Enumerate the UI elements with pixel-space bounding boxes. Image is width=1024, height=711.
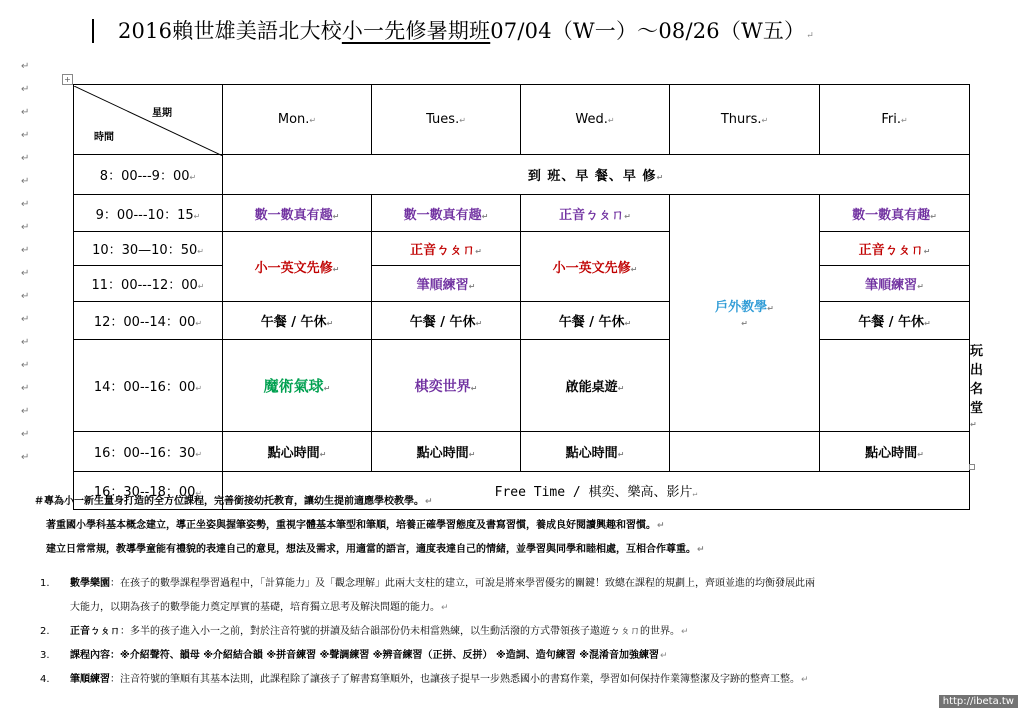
paragraph-mark: ↵ (21, 429, 30, 440)
paragraph-mark: ↵ (21, 268, 30, 279)
phonics-cell-wed: 正音ㄅㄆㄇ↵ (521, 195, 670, 232)
paragraph-mark: ↵ (21, 360, 30, 371)
paragraph-mark: ↵ (21, 153, 30, 164)
snack-cell-fri: 點心時間↵ (820, 432, 970, 472)
magic-cell-mon: 魔術氣球↵ (223, 340, 372, 432)
intro-line: ＃專為小一新生量身打造的全方位課程，完善銜接幼托教育，讓幼生提前適應學校教學。↵ (34, 496, 433, 507)
snack-cell-tue: 點心時間↵ (372, 432, 521, 472)
paragraph-mark: ↵ (21, 314, 30, 325)
text-cursor (92, 19, 94, 43)
time-cell: 12：00--14：00↵ (74, 302, 223, 340)
intro-line: 著重國小學科基本概念建立，導正坐姿與握筆姿勢，重視字體基本筆型和筆順，培養正確學習態度及書寫習慣，養成良好閱讀興趣和習慣。↵ (46, 520, 665, 531)
table-resize-handle[interactable] (969, 464, 975, 470)
snack-cell-wed: 點心時間↵ (521, 432, 670, 472)
paragraph-mark: ↵ (21, 337, 30, 348)
games-cell-wed: 啟能桌遊↵ (521, 340, 670, 432)
corner-week-label: 星期 (152, 107, 172, 119)
math-cell-tue: 數一數真有趣↵ (372, 195, 521, 232)
paragraph-mark: ↵ (21, 84, 30, 95)
lunch-cell-tue: 午餐 / 午休↵ (372, 302, 521, 340)
time-cell: 9：00---10：15↵ (74, 195, 223, 232)
day-header-mon: Mon.↵ (223, 85, 372, 155)
list-item-continuation: 大能力，以期為孩子的數學能力奠定厚實的基礎，培育獨立思考及解決問題的能力。↵ (70, 602, 449, 613)
time-cell: 8：00---9：00↵ (74, 155, 223, 195)
day-header-wed: Wed.↵ (521, 85, 670, 155)
stroke-cell-tue: 筆順練習↵ (372, 266, 521, 302)
phonics-cell-tue: 正音ㄅㄆㄇ↵ (372, 232, 521, 266)
title-underlined: 小一先修暑期班 (341, 19, 491, 43)
list-item: 1. 數學樂園：在孩子的數學課程學習過程中，「計算能力」及「觀念理解」此兩大支柱的建立，可說是將來學習優劣的關鍵！致總在課程的規劃上，齊頭並進的均衡發展此兩 (40, 578, 815, 589)
table-row: 14：00--16：00↵ 魔術氣球↵ 棋奕世界↵ 啟能桌遊↵ 玩出名堂↵ (74, 340, 970, 432)
table-row (74, 155, 970, 195)
arrival-cell: 到 班、早 餐、早 修↵ (223, 155, 970, 195)
lunch-cell-wed: 午餐 / 午休↵ (521, 302, 670, 340)
list-item: 3. 課程內容：※介紹聲符、韻母 ※介紹結合韻 ※拼音練習 ※聲調練習 ※辨音練習（正拼、反拼） ※造詞、造句練習 ※混淆音加強練習↵ (40, 650, 668, 661)
table-row (74, 232, 970, 266)
stroke-cell-fri: 筆順練習↵ (820, 266, 970, 302)
table-move-handle-icon[interactable]: + (62, 74, 73, 85)
paragraph-mark: ↵ (21, 176, 30, 187)
math-cell-mon: 數一數真有趣↵ (223, 195, 372, 232)
table-row (74, 432, 970, 472)
outdoor-cell-thu: 戶外教學↵ ↵ (670, 195, 820, 432)
paragraph-mark: ↵ (21, 383, 30, 394)
corner-cell (74, 85, 223, 155)
corner-time-label: 時間 (94, 131, 114, 143)
paragraph-mark: ↵ (21, 222, 30, 233)
chess-cell-tue: 棋奕世界↵ (372, 340, 521, 432)
paragraph-mark: ↵ (21, 245, 30, 256)
english-cell-mon: 小一英文先修↵ (223, 232, 372, 302)
header-row (74, 85, 970, 155)
empty-cell-thu (820, 340, 970, 432)
diagonal-line (74, 86, 223, 156)
lunch-cell-mon: 午餐 / 午休↵ (223, 302, 372, 340)
list-item: 2. 正音ㄅㄆㄇ：多半的孩子進入小一之前，對於注音符號的拼讀及結合韻部份仍未相當熟練，以生動活潑的方式帶領孩子遨遊ㄅㄆㄇ的世界。↵ (40, 626, 689, 637)
source-watermark: http://ibeta.tw (939, 695, 1018, 708)
course-items-list (40, 572, 1020, 692)
schedule-table (73, 84, 984, 510)
time-cell: 16：30--18：00↵ (74, 472, 223, 510)
list-item: 4. 筆順練習：注音符號的筆順有其基本法則，此課程除了讓孩子了解書寫筆順外，也讓孩子提早一步熟悉國小的書寫作業，學習如何保持作業簿整潔及字跡的整齊工整。↵ (40, 674, 809, 685)
math-cell-fri: 數一數真有趣↵ (820, 195, 970, 232)
day-header-thu: Thurs.↵ (670, 85, 820, 155)
time-cell: 16：00--16：30↵ (74, 432, 223, 472)
time-cell: 11：00---12：00↵ (74, 266, 223, 302)
free-time-cell: Free Time / 棋奕、樂高、影片↵ (223, 472, 970, 510)
table-row (74, 195, 970, 232)
time-cell: 10：30—10：50↵ (74, 232, 223, 266)
return-mark: ↵ (806, 31, 815, 41)
paragraph-mark: ↵ (21, 107, 30, 118)
paragraph-mark: ↵ (21, 130, 30, 141)
intro-line: 建立日常常規，教導學童能有禮貌的表達自己的意見，想法及需求，用適當的語言，適度表達自己的情緒，並學習與同學和睦相處，互相合作尊重。↵ (46, 544, 705, 555)
paragraph-mark: ↵ (21, 199, 30, 210)
title-dates: 07/04（W一）～08/26（W五） (490, 19, 806, 43)
snack-cell-mon: 點心時間↵ (223, 432, 372, 472)
table-row (74, 302, 970, 340)
time-cell: 14：00--16：00↵ (74, 340, 223, 432)
paragraph-mark: ↵ (21, 406, 30, 417)
phonics-cell-fri: 正音ㄅㄆㄇ↵ (820, 232, 970, 266)
day-header-tue: Tues.↵ (372, 85, 521, 155)
document-title (92, 14, 972, 48)
english-cell-wed: 小一英文先修↵ (521, 232, 670, 302)
paragraph-mark: ↵ (21, 61, 30, 72)
lunch-cell-fri: 午餐 / 午休↵ (820, 302, 970, 340)
title-main: 2016賴世雄美語北大校 (118, 19, 342, 43)
paragraph-mark: ↵ (21, 291, 30, 302)
day-header-fri: Fri.↵ (820, 85, 970, 155)
empty-cell-thu (670, 432, 820, 472)
paragraph-mark: ↵ (21, 452, 30, 463)
intro-bullets (34, 490, 1014, 562)
